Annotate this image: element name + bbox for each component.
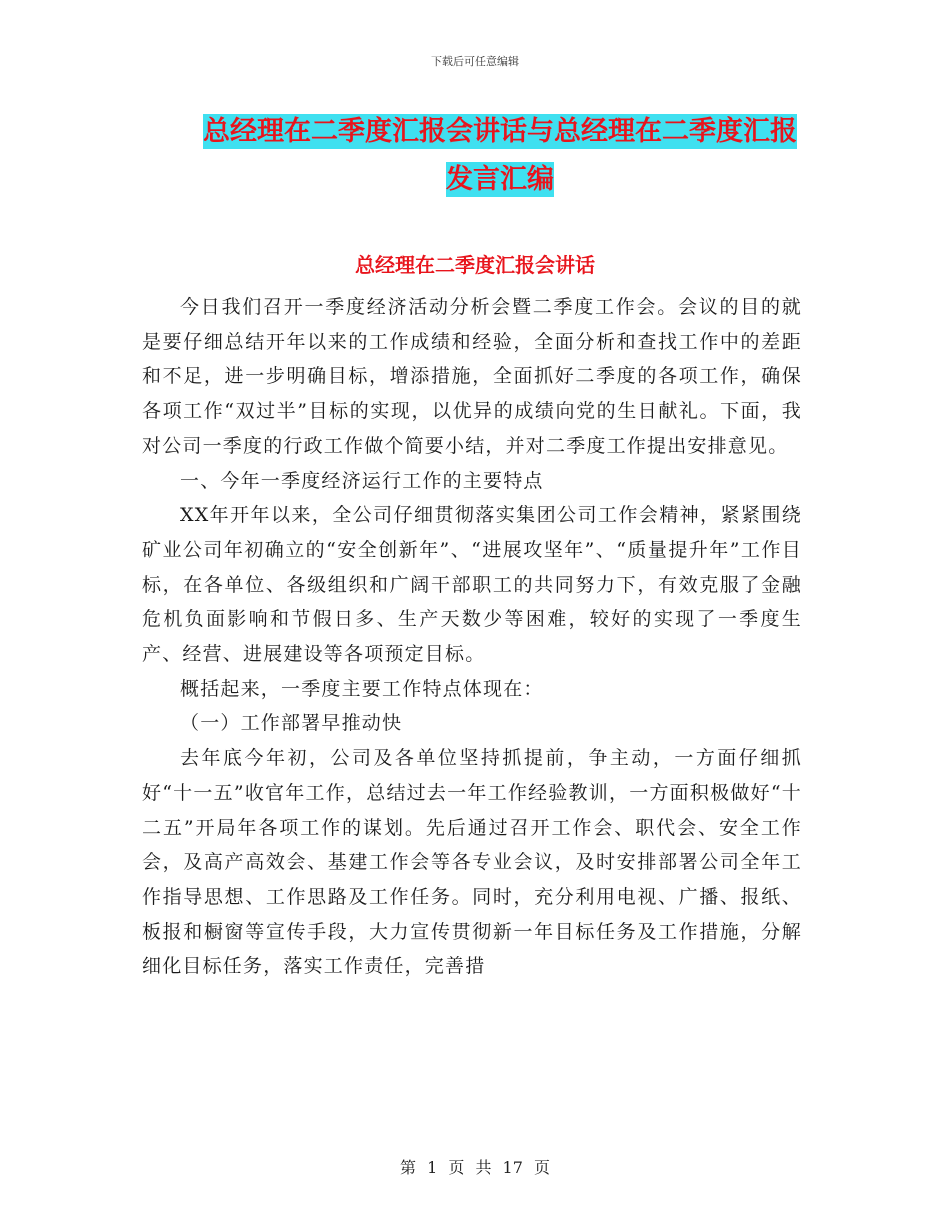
page-footer: 第 1 页 共 17 页 <box>400 1158 550 1177</box>
header-note: 下载后可任意编辑 <box>431 55 519 68</box>
paragraph: 一、今年一季度经济运行工作的主要特点 <box>180 469 544 492</box>
document-title-text: 总经理在二季度汇报会讲话与总经理在二季度汇报发言汇编 <box>203 116 797 195</box>
paragraph: （一）工作部署早推动快 <box>180 712 403 735</box>
paragraph: 去年底今年初，公司及各单位坚持抓提前，争主动，一方面仔细抓好“十一五”收官年工作，总结过去一年工作经验教训，一方面积极做好“十二五”开局年各项工作的谋划。先后通过召开工作会、职代会、安全工作会，及高产高效会、基建工作会等各专业会议，及时安排部署公司全年工作指导思想、工作思路及工作任务。同时，充分利用电视、广播、报纸、板报和橱窗等宣传手段，大力宣传贯彻新一年目标任务及工作措施，分解细化目标任务，落实工作责任，完善措 <box>142 747 802 978</box>
document-title <box>190 108 810 204</box>
paragraph: 概括起来，一季度主要工作特点体现在： <box>180 677 544 700</box>
section-title: 总经理在二季度汇报会讲话 <box>355 253 595 277</box>
body-text <box>142 290 802 984</box>
paragraph: 今日我们召开一季度经济活动分析会暨二季度工作会。会议的目的就是要仔细总结开年以来的工作成绩和经验，全面分析和查找工作中的差距和不足，进一步明确目标，增添措施，全面抓好二季度的各项工作，确保各项工作“双过半”目标的实现，以优异的成绩向党的生日献礼。下面，我对公司一季度的行政工作做个简要小结，并对二季度工作提出安排意见。 <box>142 296 802 457</box>
paragraph: XX年开年以来，全公司仔细贯彻落实集团公司工作会精神，紧紧围绕矿业公司年初确立的“安全创新年”、“进展攻坚年”、“质量提升年”工作目标，在各单位、各级组织和广阔干部职工的共同努力下，有效克服了金融危机负面影响和节假日多、生产天数少等困难，较好的实现了一季度生产、经营、进展建设等各项预定目标。 <box>142 504 802 666</box>
